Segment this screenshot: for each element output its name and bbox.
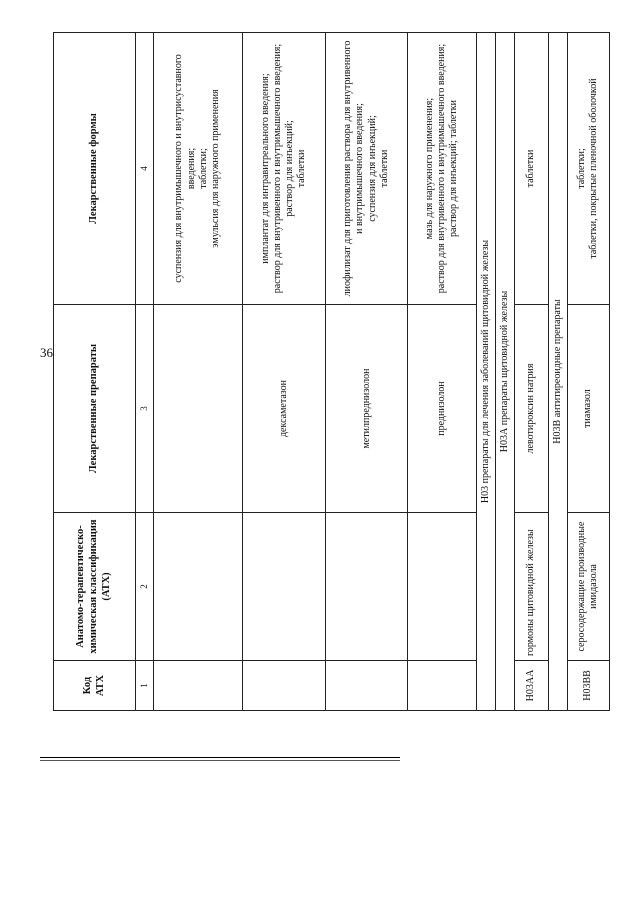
section-row [477, 33, 496, 711]
header-row [54, 33, 136, 711]
forms-cell [567, 33, 609, 305]
classification-cell: серосодержащие производные имидазола [567, 513, 609, 661]
forms-cell [153, 33, 242, 305]
drug-cell [153, 305, 242, 513]
table-row [567, 33, 609, 711]
rotated-table-area [53, 33, 610, 711]
column-number: 1 [136, 661, 154, 711]
column-number: 4 [136, 33, 154, 305]
code-cell [153, 661, 242, 711]
classification-cell [326, 513, 408, 661]
drug-cell: метилпреднизолон [326, 305, 408, 513]
drug-cell: преднизолон [408, 305, 477, 513]
header-code: Код АТХ [54, 661, 136, 711]
section-heading-h03: Н03 препараты для лечения заболеваний щитовидной железы [477, 33, 496, 711]
column-number: 3 [136, 305, 154, 513]
page-number: 36 [40, 345, 53, 360]
forms-cell [326, 33, 408, 305]
column-number-row [136, 33, 154, 711]
form-item: мазь для наружного применения; [423, 97, 435, 240]
form-item: суспензия для внутримышечного и внутрисуставного введения; [173, 54, 197, 283]
code-cell [326, 661, 408, 711]
table-sheet [53, 33, 610, 711]
table-row [153, 33, 242, 711]
form-item: раствор для внутривенного и внутримышечного введения; [436, 43, 448, 294]
section-heading-h03b: Н03В антитиреоидные препараты [548, 33, 567, 711]
classification-cell: гормоны щитовидной железы [515, 513, 548, 661]
section-heading-h03a: Н03А препараты щитовидной железы [496, 33, 515, 711]
table-row [408, 33, 477, 711]
forms-cell: таблетки [515, 33, 548, 305]
horizontal-rule [40, 760, 400, 761]
section-row [548, 33, 567, 711]
code-cell [242, 661, 325, 711]
form-item: имплантат для интравитреального введения; [259, 73, 271, 264]
form-item: таблетки [296, 149, 308, 188]
classification-cell [408, 513, 477, 661]
form-item: суспензия для инъекций; [366, 115, 378, 222]
table-row [515, 33, 548, 711]
forms-cell [242, 33, 325, 305]
drug-cell: дексаметазон [242, 305, 325, 513]
header-forms: Лекарственные формы [54, 33, 136, 305]
code-cell [408, 661, 477, 711]
classification-cell [242, 513, 325, 661]
drug-cell: тиамазол [567, 305, 609, 513]
forms-cell [408, 33, 477, 305]
form-item: эмульсия для наружного применения [210, 89, 222, 248]
form-item: таблетки; [576, 148, 588, 189]
form-item: раствор для инъекций; [283, 120, 295, 217]
form-item: таблетки, покрытые пленочной оболочкой [588, 78, 600, 259]
form-item: раствор для инъекций; таблетки [448, 100, 460, 237]
form-item: лиофилизат для приготовления раствора для внутривенного и внутримышечного введения; [342, 40, 366, 297]
table-row [326, 33, 408, 711]
code-cell: Н03ВВ [567, 661, 609, 711]
form-item: раствор для внутривенного и внутримышечного введения; [271, 43, 283, 294]
form-item: таблетки [378, 149, 390, 188]
header-drugs: Лекарственные препараты [54, 305, 136, 513]
classification-cell [153, 513, 242, 661]
table-row [242, 33, 325, 711]
section-row [496, 33, 515, 711]
horizontal-rule [40, 757, 400, 758]
form-item: таблетки; [197, 148, 209, 189]
drug-table [53, 32, 610, 711]
drug-cell: левотироксин натрия [515, 305, 548, 513]
code-cell: Н03АА [515, 661, 548, 711]
header-classification: Анатомо-терапевтическо-химическая классификация (АТХ) [54, 513, 136, 661]
column-number: 2 [136, 513, 154, 661]
